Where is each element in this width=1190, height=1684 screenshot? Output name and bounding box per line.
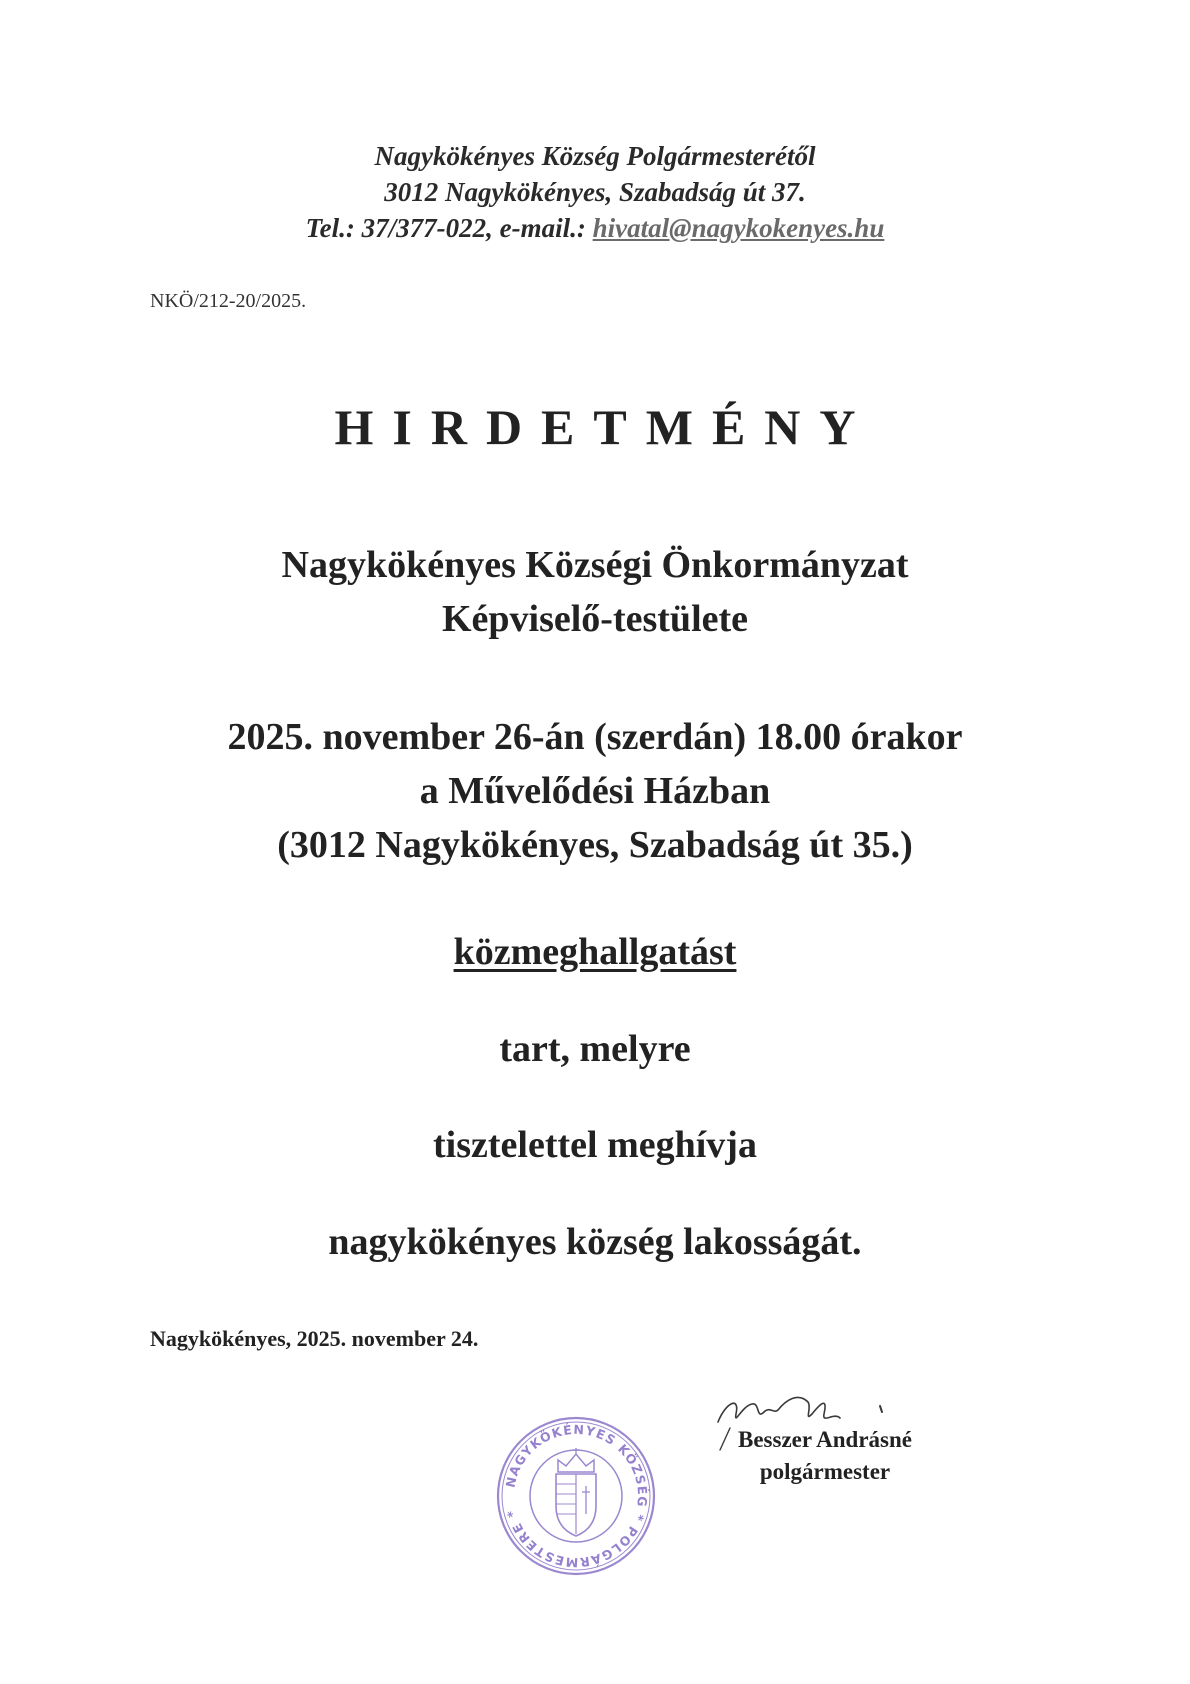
organization-body: Képviselő-testülete [441, 598, 749, 640]
letterhead-contact [0, 210, 1190, 246]
body-line-residents: nagykökényes község lakosságát. [328, 1221, 862, 1263]
letterhead-address: 3012 Nagykökényes, Szabadság út 37. [384, 177, 806, 207]
body-line-tart: tart, melyre [499, 1028, 691, 1070]
organization-block [0, 538, 1190, 646]
signer-role: polgármester [759, 1459, 891, 1484]
organization-name: Nagykökényes Községi Önkormányzat [281, 544, 909, 586]
body-line-invite: tisztelettel meghívja [433, 1124, 757, 1166]
reference-number: NKÖ/212-20/2025. [150, 290, 307, 312]
seal-text: NAGYKÖKÉNYES KÖZSÉG * POLGÁRMESTERE * [502, 1421, 651, 1571]
event-topic: közmeghallgatást [453, 931, 737, 973]
place-and-date: Nagykökényes, 2025. november 24. [150, 1326, 479, 1351]
event-address: (3012 Nagykökényes, Szabadság út 35.) [277, 824, 913, 866]
event-venue: a Művelődési Házban [419, 770, 771, 812]
email-link[interactable]: hivatal@nagykokenyes.hu [592, 213, 885, 243]
document-title: HIRDETMÉNY [334, 399, 875, 455]
official-seal-stamp [494, 1414, 658, 1578]
signer-name: Besszer Andrásné [738, 1427, 912, 1452]
event-date: 2025. november 26-án (szerdán) 18.00 órakor [227, 716, 963, 758]
letterhead [0, 138, 1190, 246]
signature-block [690, 1424, 960, 1488]
letterhead-phone: Tel.: 37/377-022, e-mail.: [305, 213, 593, 243]
event-details [0, 710, 1190, 872]
letterhead-sender: Nagykökényes Község Polgármesterétől [374, 141, 816, 171]
